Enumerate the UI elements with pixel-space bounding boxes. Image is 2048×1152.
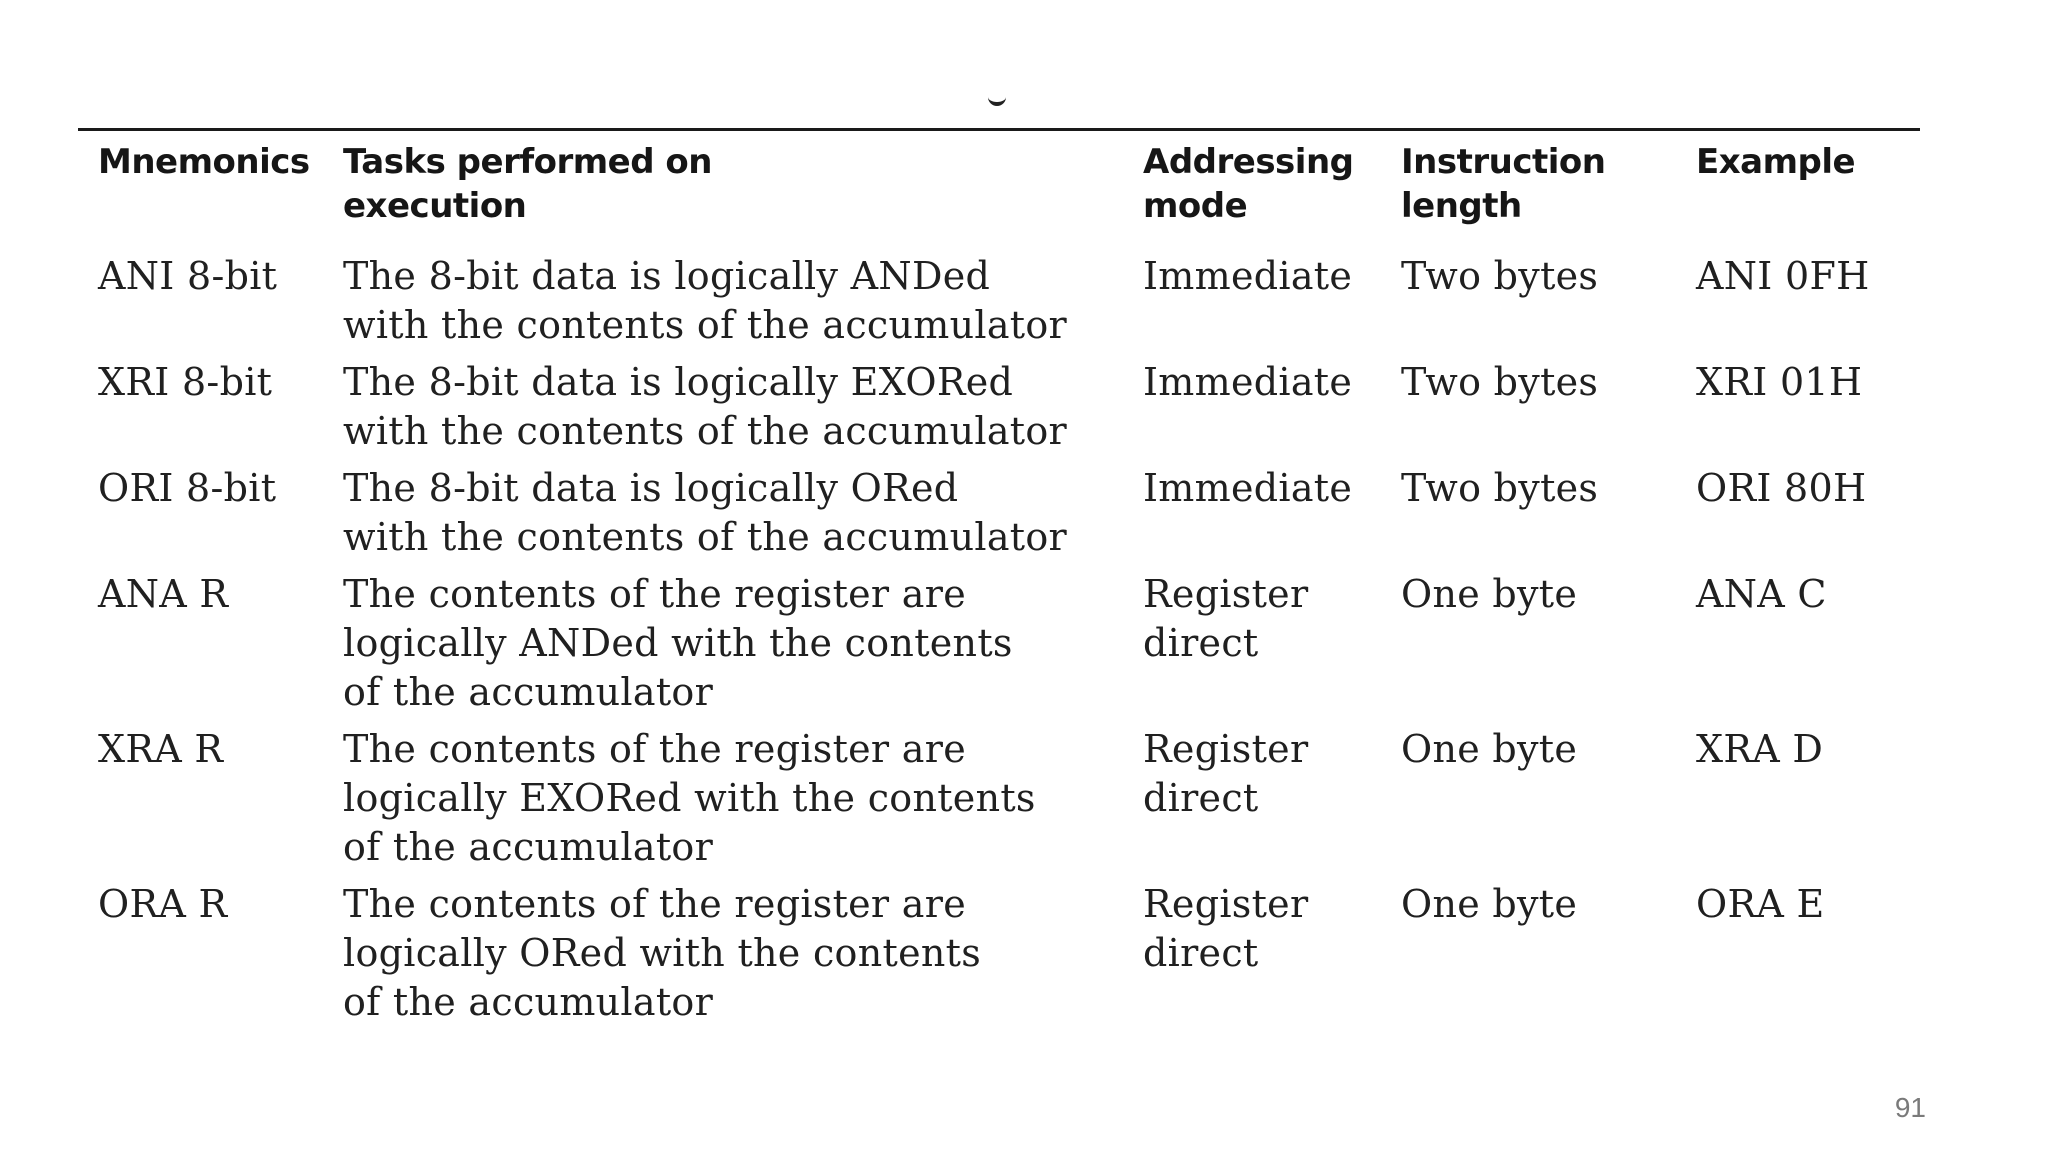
cell-example: XRA D	[1696, 727, 1824, 771]
cell-task: The contents of the register are logically ANDed with the contents of the accumulator	[343, 572, 1013, 714]
cell-task: The 8-bit data is logically EXORed with the contents of the accumulator	[343, 360, 1067, 453]
cell-addressing-mode: Register direct	[1143, 882, 1309, 975]
cell-example: ORA E	[1696, 882, 1825, 926]
header-addressing-mode: Addressing mode	[1143, 142, 1354, 226]
table-row	[98, 725, 1908, 880]
cell-task: The contents of the register are logically ORed with the contents of the accumulator	[343, 882, 982, 1024]
header-example: Example	[1696, 142, 1856, 182]
table-top-rule	[78, 128, 1920, 131]
cell-instruction-length: One byte	[1401, 727, 1578, 771]
cell-example: ANI 0FH	[1696, 254, 1870, 298]
cell-task: The 8-bit data is logically ORed with the contents of the accumulator	[343, 466, 1067, 559]
cell-addressing-mode: Immediate	[1143, 466, 1353, 510]
cell-example: XRI 01H	[1696, 360, 1863, 404]
cell-instruction-length: Two bytes	[1401, 360, 1599, 404]
cell-addressing-mode: Immediate	[1143, 254, 1353, 298]
cell-instruction-length: One byte	[1401, 882, 1578, 926]
cell-example: ANA C	[1696, 572, 1827, 616]
scanned-table-image	[78, 88, 1920, 1048]
cell-mnemonic: XRI 8-bit	[98, 360, 273, 404]
cell-addressing-mode: Register direct	[1143, 727, 1309, 820]
logical-instructions-table	[98, 140, 1908, 1035]
cell-mnemonic: ORI 8-bit	[98, 466, 277, 510]
table-row	[98, 464, 1908, 570]
cell-mnemonic: ORA R	[98, 882, 228, 926]
cell-task: The 8-bit data is logically ANDed with the contents of the accumulator	[343, 254, 1067, 347]
table-row	[98, 252, 1908, 358]
header-tasks: Tasks performed on execution	[343, 142, 712, 226]
cell-mnemonic: XRA R	[98, 727, 224, 771]
cell-instruction-length: One byte	[1401, 572, 1578, 616]
table-row	[98, 358, 1908, 464]
cell-mnemonic: ANI 8-bit	[98, 254, 278, 298]
scan-artifact-mark	[988, 94, 1006, 106]
header-instruction-length: Instruction length	[1401, 142, 1606, 226]
header-mnemonics: Mnemonics	[98, 142, 310, 182]
page-number: 91	[1894, 1092, 1926, 1123]
cell-mnemonic: ANA R	[98, 572, 229, 616]
cell-addressing-mode: Immediate	[1143, 360, 1353, 404]
table-header-row	[98, 140, 1908, 252]
table-row	[98, 880, 1908, 1035]
cell-task: The contents of the register are logically EXORed with the contents of the accumulator	[343, 727, 1036, 869]
table-row	[98, 570, 1908, 725]
cell-example: ORI 80H	[1696, 466, 1867, 510]
cell-instruction-length: Two bytes	[1401, 466, 1599, 510]
cell-instruction-length: Two bytes	[1401, 254, 1599, 298]
cell-addressing-mode: Register direct	[1143, 572, 1309, 665]
table-body	[98, 252, 1908, 1035]
